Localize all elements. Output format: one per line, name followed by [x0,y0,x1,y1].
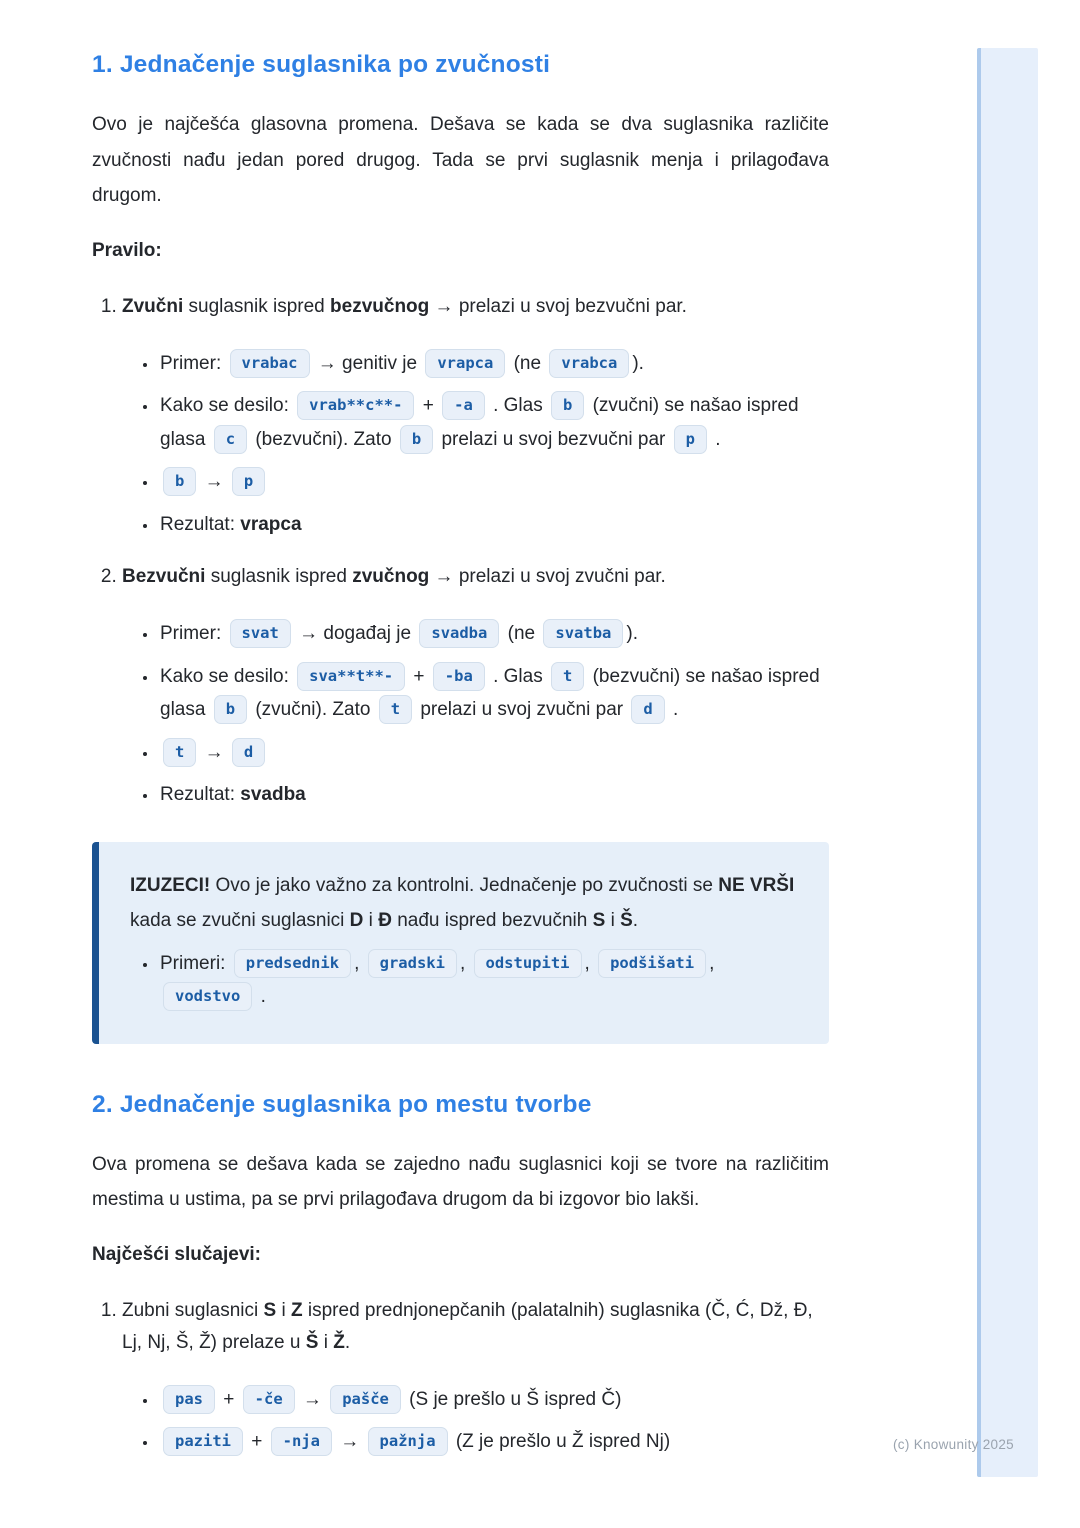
rule-examples [122,347,829,542]
code-chip: b [551,391,584,420]
code-chip: d [232,738,265,767]
bold-text: Bezvučni [122,566,206,587]
rule-item-2 [122,561,829,812]
bold-text: Š [620,910,633,931]
example-line: • Rezultat: svadba [158,778,829,812]
code-chip: pažnja [368,1427,448,1456]
example-line: • Primer: vrabac → genitiv je vrapca (ne vrabca ). [158,347,829,381]
section2-intro: Ova promena se dešava kada se zajedno nađu suglasnici koji se tvore na različitim mestima u ustima, pa se prvi prilagođava drugom da bi izgovor bio lakši. [92,1153,829,1210]
code-chip: podšišati [598,949,706,978]
example-line: • pas + -če → pašče (S je prešlo u Š ispred Č) [158,1383,829,1417]
code-chip: -če [243,1385,295,1414]
bold-text: Z [291,1299,303,1321]
code-chip: c [214,425,247,454]
bold-text: Ž [333,1331,345,1353]
code-chip: t [163,738,196,767]
rule-title: 2. Bezvučni suglasnik ispred zvučnog → prelazi u svoj zvučni par. [122,566,666,587]
bold-text: D [349,910,364,931]
bold-text: Š [305,1331,319,1353]
section1-intro: Ovo je najčešća glasovna promena. Dešava se kada se dva suglasnika različite zvučnosti nađu jedan pored drugog. Tada se prvi suglasnik menja i prilagođava drugom. [92,114,829,206]
rule-item-1 [122,291,829,542]
code-chip: vrapca [425,349,505,378]
code-chip: -nja [271,1427,332,1456]
section1-rule-label: Pravilo: [92,239,162,261]
code-chip: svat [230,619,291,648]
case-title: 1. Zubni suglasnici S i Z ispred prednjonepčanih (palatalnih) suglasnika (Č, Ć, Dž, Đ, Lj, Nj, Š, Ž) prelaze u Š i Ž. [122,1299,813,1353]
bold-text: bezvučnog [330,295,430,317]
code-chip: pašče [330,1385,401,1414]
callout-text: IZUZECI! Ovo je jako važno za kontrolni. Jednačenje po zvučnosti se NE VRŠI kada se zvučni suglasnici D i Đ nađu ispred bezvučnih S i Š. [130,874,795,931]
bold-text: svadba [240,784,306,805]
case-item-1 [122,1295,829,1459]
rule-title: 1. Zvučni suglasnik ispred bezvučnog → prelazi u svoj bezvučni par. [122,295,687,317]
code-chip: svadba [419,619,499,648]
section2-cases-list [92,1295,829,1459]
bold-text: Đ [378,910,392,931]
case-examples [122,1383,829,1459]
example-line: • Kako se desilo: sva**t**- + -ba . Glas t (bezvučni) se našao ispred glasa b (zvučni). Zato t prelazi u svoj zvučni par d . [158,660,829,727]
bold-text: S [263,1299,277,1321]
document-content [92,50,829,1468]
code-chip: gradski [368,949,457,978]
rule-examples [122,617,829,812]
code-chip: p [232,467,265,496]
code-chip: d [631,695,664,724]
bold-text: vrapca [240,513,302,535]
code-chip: -a [442,391,485,420]
code-chip: p [674,425,707,454]
callout-examples [130,947,795,1014]
exceptions-callout [92,842,829,1044]
bold-text: S [592,910,606,931]
bold-text: zvučnog [352,566,430,587]
code-chip: t [379,695,412,724]
code-chip: t [551,662,584,691]
example-line: • Primer: svat → događaj je svadba (ne svatba ). [158,617,829,651]
code-chip: -ba [433,662,485,691]
example-line: • Kako se desilo: vrab**c**- + -a . Glas b (zvučni) se našao ispred glasa c (bezvučni). Zato b prelazi u svoj bezvučni par p . [158,389,829,456]
section1-rules-list [92,291,829,812]
code-chip: svatba [543,619,623,648]
code-chip: pas [163,1385,215,1414]
example-line: • Primeri: predsednik , gradski , odstupiti , podšišati , vodstvo . [158,947,795,1014]
code-chip: sva**t**- [297,662,405,691]
code-chip: b [400,425,433,454]
bold-text: NE VRŠI [718,874,795,896]
code-chip: paziti [163,1427,243,1456]
bold-text: IZUZECI! [130,874,211,896]
copyright-watermark: (c) Knowunity 2025 [893,1437,1014,1452]
example-line: • b → p [158,465,829,499]
section2-cases-label: Najčešći slučajevi: [92,1243,261,1265]
code-chip: b [163,467,196,496]
code-chip: odstupiti [474,949,582,978]
example-line: • Rezultat: vrapca [158,508,829,542]
section1-heading: 1. Jednačenje suglasnika po zvučnosti [92,51,551,78]
code-chip: vrab**c**- [297,391,414,420]
bold-text: Zvučni [122,295,184,317]
code-chip: b [214,695,247,724]
section2-heading: 2. Jednačenje suglasnika po mestu tvorbe [92,1090,592,1118]
code-chip: vrabac [230,349,310,378]
code-chip: vodstvo [163,982,252,1011]
code-chip: vrabca [549,349,629,378]
code-chip: predsednik [234,949,351,978]
example-line: • paziti + -nja → pažnja (Z je prešlo u Ž ispred Nj) [158,1425,829,1459]
right-margin-strip [977,48,1038,1477]
example-line: • t → d [158,736,829,770]
